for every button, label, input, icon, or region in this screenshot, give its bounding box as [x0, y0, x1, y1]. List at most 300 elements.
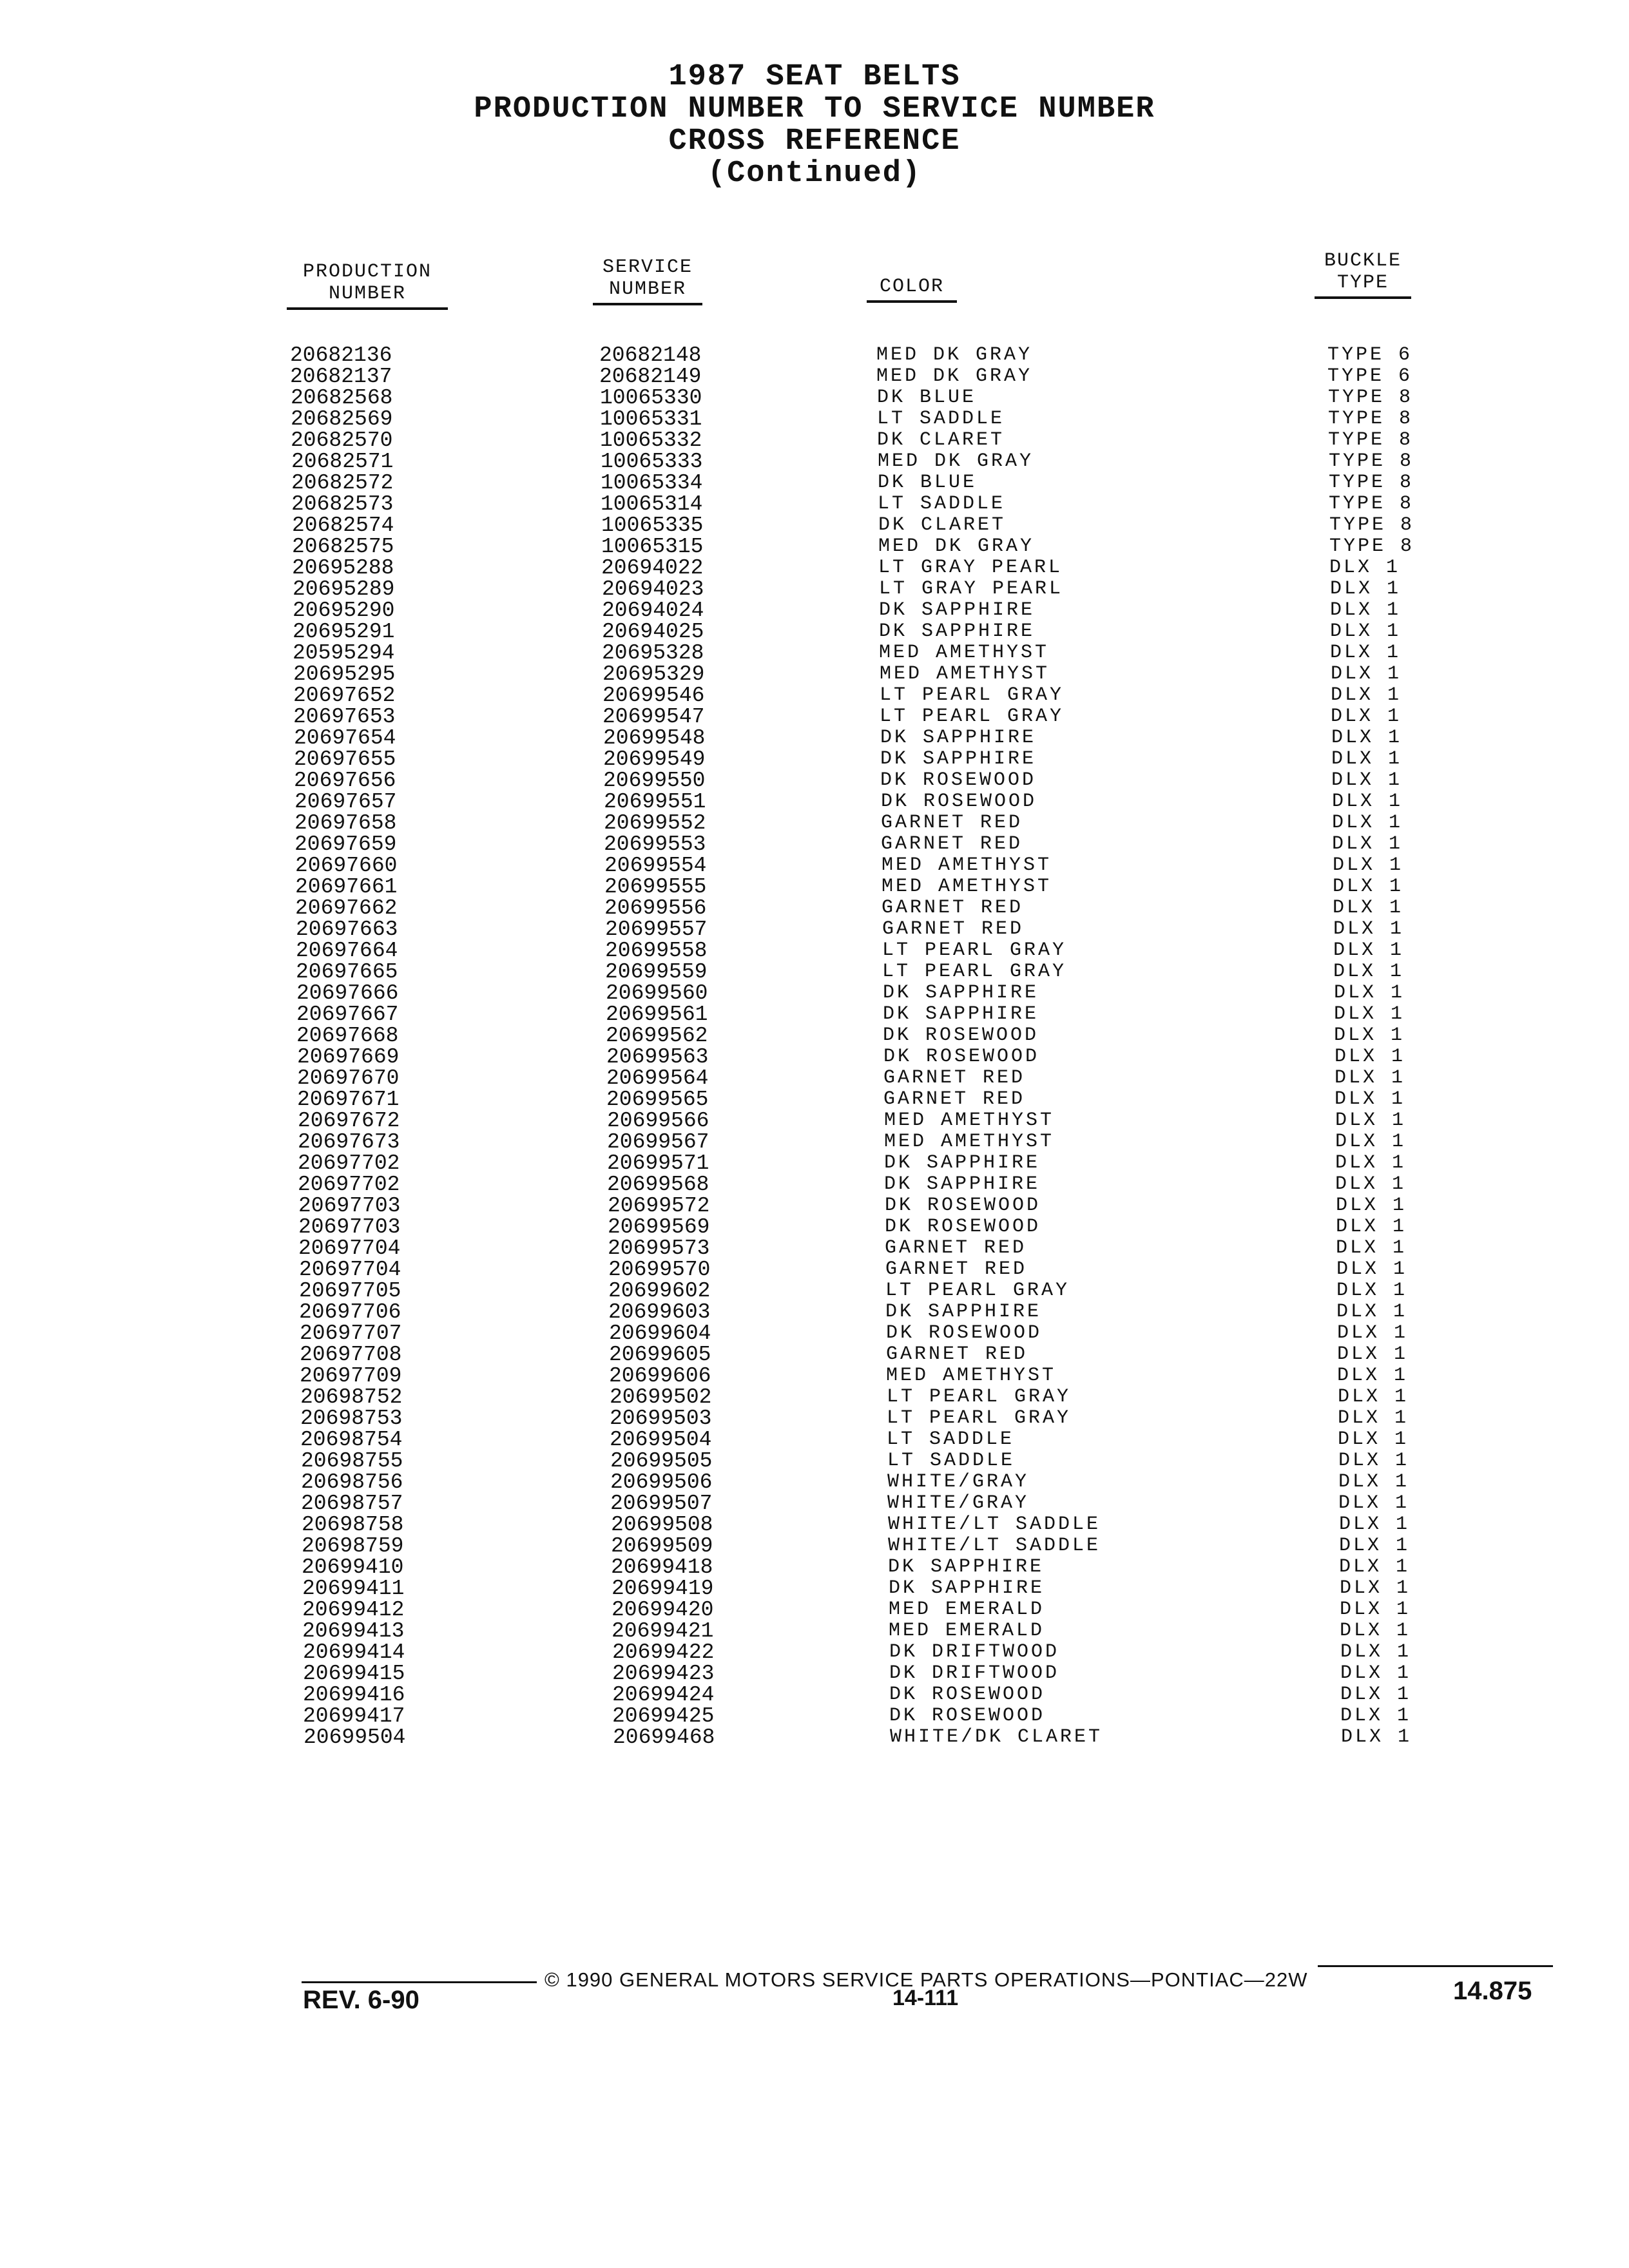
table-row [0, 1706, 1629, 1727]
color-cell: MED AMETHYST [884, 1110, 1055, 1131]
production-number-cell: 20697702 [298, 1151, 400, 1175]
service-number-cell: 20699549 [603, 747, 706, 771]
service-number-cell: 20699422 [612, 1640, 715, 1664]
service-number-cell: 20699507 [610, 1492, 713, 1515]
table-row [0, 961, 1629, 983]
production-number-cell: 20697667 [296, 1003, 399, 1026]
buckle-type-cell: DLX 1 [1334, 1024, 1405, 1046]
color-cell: MED AMETHYST [882, 876, 1052, 898]
color-cell: WHITE/LT SADDLE [888, 1535, 1101, 1557]
buckle-type-cell: DLX 1 [1341, 1726, 1412, 1748]
service-number-cell: 20699558 [605, 939, 708, 963]
buckle-type-cell: TYPE 8 [1329, 472, 1414, 494]
color-cell: LT PEARL GRAY [887, 1407, 1072, 1429]
title-line-1: 1987 SEAT BELTS [668, 60, 961, 94]
buckle-type-cell: DLX 1 [1337, 1365, 1409, 1387]
color-cell: DK ROSEWOOD [883, 1024, 1039, 1046]
production-number-cell: 20695295 [293, 662, 396, 686]
color-cell: DK ROSEWOOD [889, 1684, 1046, 1706]
production-number-cell: 20697704 [298, 1236, 401, 1260]
table-row [0, 1387, 1629, 1408]
service-number-cell: 20699567 [607, 1130, 709, 1154]
production-number-cell: 20682570 [291, 428, 393, 452]
production-number-cell: 20697705 [299, 1279, 401, 1303]
service-number-cell: 20699508 [611, 1513, 713, 1537]
service-number-cell: 20699564 [606, 1066, 709, 1090]
color-cell: DK ROSEWOOD [880, 769, 1037, 791]
service-number-cell: 20699559 [605, 960, 708, 984]
production-number-cell: 20698753 [300, 1407, 403, 1430]
table-row [0, 1684, 1629, 1706]
color-cell: DK SAPPHIRE [888, 1556, 1045, 1578]
production-number-cell: 20697673 [298, 1130, 400, 1154]
production-number-cell: 20698758 [302, 1513, 404, 1537]
color-cell: DK SAPPHIRE [889, 1577, 1045, 1599]
page-number: 14-111 [892, 1986, 959, 2010]
color-cell: WHITE/DK CLARET [890, 1726, 1103, 1748]
table-row [0, 345, 1629, 366]
buckle-type-cell: DLX 1 [1336, 1258, 1408, 1280]
color-cell: LT PEARL GRAY [882, 961, 1067, 983]
color-cell: GARNET RED [885, 1237, 1027, 1259]
color-cell: DK SAPPHIRE [879, 599, 1036, 621]
buckle-type-cell: DLX 1 [1333, 854, 1404, 876]
color-cell: DK SAPPHIRE [880, 748, 1037, 770]
service-number-cell: 20699419 [612, 1577, 714, 1600]
buckle-type-cell: DLX 1 [1332, 812, 1403, 834]
production-number-cell: 20698757 [301, 1492, 403, 1515]
production-number-cell: 20698756 [301, 1470, 403, 1494]
production-number-cell: 20697668 [296, 1024, 399, 1048]
buckle-type-cell: DLX 1 [1339, 1556, 1411, 1578]
production-number-cell: 20697665 [296, 960, 398, 984]
color-cell: WHITE/LT SADDLE [888, 1514, 1101, 1535]
buckle-type-cell: DLX 1 [1340, 1620, 1411, 1642]
title-line-3: CROSS REFERENCE [668, 124, 961, 159]
production-number-cell: 20595294 [293, 641, 395, 665]
header-buckle-type: BUCKLE TYPE [1315, 250, 1411, 299]
color-cell: MED AMETHYST [884, 1131, 1055, 1153]
table-row [0, 451, 1629, 472]
table-row [0, 387, 1629, 408]
production-number-cell: 20697656 [294, 769, 396, 793]
color-cell: GARNET RED [885, 1258, 1028, 1280]
production-number-cell: 20697706 [299, 1300, 401, 1324]
buckle-type-cell: DLX 1 [1340, 1705, 1412, 1727]
service-number-cell: 20699556 [604, 896, 707, 920]
service-number-cell: 20699547 [602, 705, 705, 729]
production-number-cell: 20697660 [295, 854, 398, 878]
buckle-type-cell: DLX 1 [1337, 1343, 1409, 1365]
service-number-cell: 20699569 [608, 1215, 710, 1239]
service-number-cell: 20699566 [607, 1109, 709, 1133]
table-row [0, 1642, 1629, 1663]
buckle-type-cell: TYPE 8 [1329, 450, 1414, 472]
service-number-cell: 20699506 [610, 1470, 713, 1494]
table-row [0, 1110, 1629, 1131]
table-row [0, 1089, 1629, 1110]
service-number-cell: 20699568 [607, 1173, 709, 1196]
table-row [0, 1429, 1629, 1450]
service-number-cell: 20694024 [602, 599, 704, 622]
buckle-type-cell: DLX 1 [1335, 1152, 1407, 1174]
table-row [0, 642, 1629, 664]
buckle-type-cell: DLX 1 [1331, 663, 1402, 685]
service-number-cell: 20682148 [599, 343, 702, 367]
buckle-type-cell: DLX 1 [1335, 1110, 1407, 1131]
table-row [0, 621, 1629, 642]
buckle-type-cell: DLX 1 [1336, 1280, 1408, 1302]
service-number-cell: 20699555 [604, 875, 707, 899]
buckle-type-cell: DLX 1 [1335, 1088, 1406, 1110]
service-number-cell: 20699561 [606, 1003, 708, 1026]
production-number-cell: 20699413 [302, 1619, 405, 1643]
table-row [0, 685, 1629, 706]
production-number-cell: 20697658 [294, 811, 397, 835]
buckle-type-cell: DLX 1 [1334, 982, 1405, 1004]
service-number-cell: 20694022 [601, 556, 704, 580]
buckle-type-cell: TYPE 8 [1328, 387, 1414, 408]
production-number-cell: 20697707 [300, 1321, 402, 1345]
service-number-cell: 20699546 [602, 684, 705, 707]
buckle-type-cell: DLX 1 [1340, 1641, 1412, 1663]
production-number-cell: 20699410 [302, 1555, 404, 1579]
table-row [0, 1046, 1629, 1068]
table-row [0, 727, 1629, 749]
buckle-type-cell: DLX 1 [1331, 684, 1402, 706]
footer-rule-right [1318, 1965, 1553, 1967]
buckle-type-cell: DLX 1 [1333, 961, 1405, 983]
production-number-cell: 20699412 [302, 1598, 405, 1622]
color-cell: LT SADDLE [887, 1450, 1016, 1472]
table-row [0, 600, 1629, 621]
buckle-type-cell: DLX 1 [1333, 939, 1405, 961]
buckle-type-cell: DLX 1 [1332, 833, 1403, 855]
production-number-cell: 20697670 [297, 1066, 400, 1090]
table-row [0, 408, 1629, 430]
table-row [0, 791, 1629, 812]
service-number-cell: 10065330 [600, 386, 702, 410]
copyright-notice: © 1990 GENERAL MOTORS SERVICE PARTS OPERATIONS—PONTIAC—22W [545, 1968, 1308, 1991]
table-row [0, 749, 1629, 770]
service-number-cell: 20699425 [612, 1704, 715, 1728]
service-number-cell: 20699565 [606, 1088, 709, 1111]
color-cell: DK SAPPHIRE [879, 620, 1036, 642]
production-number-cell: 20697661 [295, 875, 398, 899]
table-row [0, 1174, 1629, 1195]
table-row [0, 1153, 1629, 1174]
buckle-type-cell: DLX 1 [1331, 769, 1403, 791]
color-cell: MED DK GRAY [878, 535, 1035, 557]
table-row [0, 1514, 1629, 1535]
buckle-type-cell: DLX 1 [1331, 748, 1403, 770]
color-cell: GARNET RED [883, 1088, 1026, 1110]
buckle-type-cell: DLX 1 [1335, 1046, 1406, 1068]
table-row [0, 1216, 1629, 1238]
revision-label: REV. 6-90 [303, 1986, 419, 2014]
color-cell: LT PEARL GRAY [880, 684, 1065, 706]
color-cell: DK DRIFTWOOD [889, 1641, 1060, 1663]
color-cell: DK SAPPHIRE [880, 727, 1037, 749]
service-number-cell: 20699602 [608, 1279, 711, 1303]
production-number-cell: 20697654 [294, 726, 396, 750]
table-row [0, 1620, 1629, 1642]
table-row [0, 1472, 1629, 1493]
service-number-cell: 20695329 [602, 662, 705, 686]
service-number-cell: 20699509 [611, 1534, 713, 1558]
table-row [0, 983, 1629, 1004]
service-number-cell: 20699552 [604, 811, 706, 835]
title-line-4: (Continued) [707, 157, 922, 191]
buckle-type-cell: DLX 1 [1330, 599, 1402, 621]
header-production-number: PRODUCTION NUMBER [287, 261, 448, 310]
color-cell: LT SADDLE [877, 408, 1005, 430]
production-number-cell: 20695289 [293, 577, 395, 601]
color-cell: DK SAPPHIRE [884, 1173, 1041, 1195]
service-number-cell: 20695328 [602, 641, 704, 665]
buckle-type-cell: DLX 1 [1335, 1173, 1407, 1195]
production-number-cell: 20699504 [304, 1725, 406, 1749]
table-row [0, 1195, 1629, 1216]
service-number-cell: 20699420 [612, 1598, 714, 1622]
color-cell: DK CLARET [878, 514, 1007, 536]
service-number-cell: 20699551 [604, 790, 706, 814]
title-line-2: PRODUCTION NUMBER TO SERVICE NUMBER [474, 92, 1155, 126]
production-number-cell: 20698754 [300, 1428, 403, 1452]
color-cell: MED DK GRAY [876, 365, 1033, 387]
color-cell: GARNET RED [883, 1067, 1026, 1089]
service-number-cell: 20699571 [607, 1151, 709, 1175]
table-row [0, 1344, 1629, 1365]
table-row [0, 940, 1629, 961]
color-cell: MED EMERALD [889, 1599, 1045, 1620]
buckle-type-cell: DLX 1 [1340, 1577, 1411, 1599]
production-number-cell: 20697702 [298, 1173, 400, 1196]
color-cell: GARNET RED [882, 918, 1025, 940]
production-number-cell: 20697655 [294, 747, 396, 771]
buckle-type-cell: DLX 1 [1340, 1662, 1412, 1684]
color-cell: DK ROSEWOOD [883, 1046, 1040, 1068]
production-number-cell: 20697662 [295, 896, 398, 920]
table-row [0, 1323, 1629, 1344]
production-number-cell: 20697669 [297, 1045, 400, 1069]
production-number-cell: 20695291 [293, 620, 395, 644]
table-row [0, 1025, 1629, 1046]
color-cell: DK SAPPHIRE [883, 1003, 1039, 1025]
buckle-type-cell: DLX 1 [1338, 1407, 1409, 1429]
table-row [0, 579, 1629, 600]
color-cell: DK ROSEWOOD [881, 791, 1037, 812]
buckle-type-cell: DLX 1 [1335, 1067, 1406, 1089]
color-cell: LT GRAY PEARL [879, 578, 1064, 600]
table-row [0, 1259, 1629, 1280]
table-row [0, 557, 1629, 579]
table-row [0, 876, 1629, 898]
service-number-cell: 20699503 [610, 1407, 712, 1430]
service-number-cell: 20699570 [608, 1258, 711, 1282]
buckle-type-cell: DLX 1 [1336, 1301, 1408, 1323]
color-cell: DK ROSEWOOD [889, 1705, 1046, 1727]
table-row [0, 1302, 1629, 1323]
production-number-cell: 20697664 [296, 939, 398, 963]
service-number-cell: 20699502 [610, 1385, 712, 1409]
service-number-cell: 20699604 [609, 1321, 711, 1345]
color-cell: LT PEARL GRAY [885, 1280, 1070, 1302]
color-cell: LT PEARL GRAY [887, 1386, 1072, 1408]
color-cell: LT PEARL GRAY [880, 706, 1065, 727]
table-row [0, 536, 1629, 557]
footer-rule-left [302, 1981, 537, 1983]
table-row [0, 1663, 1629, 1684]
table-row [0, 855, 1629, 876]
table-row [0, 1131, 1629, 1153]
color-cell: DK ROSEWOOD [885, 1195, 1041, 1216]
service-number-cell: 10065315 [601, 535, 704, 559]
production-number-cell: 20698752 [300, 1385, 403, 1409]
color-cell: WHITE/GRAY [887, 1471, 1030, 1493]
color-cell: MED DK GRAY [878, 450, 1034, 472]
section-number: 14.875 [1453, 1977, 1532, 2005]
buckle-type-cell: DLX 1 [1339, 1514, 1411, 1535]
production-number-cell: 20682568 [291, 386, 393, 410]
buckle-type-cell: DLX 1 [1337, 1322, 1409, 1344]
production-number-cell: 20697704 [299, 1258, 401, 1282]
table-row [0, 1727, 1629, 1748]
table-row [0, 1557, 1629, 1578]
color-cell: LT SADDLE [887, 1428, 1015, 1450]
service-number-cell: 20699563 [606, 1045, 709, 1069]
service-number-cell: 20699560 [606, 981, 708, 1005]
cross-reference-table [0, 345, 1629, 1748]
production-number-cell: 20695288 [292, 556, 394, 580]
buckle-type-cell: DLX 1 [1331, 727, 1403, 749]
service-number-cell: 20699606 [609, 1364, 711, 1388]
color-cell: GARNET RED [882, 897, 1024, 919]
buckle-type-cell: DLX 1 [1335, 1131, 1407, 1153]
table-row [0, 1365, 1629, 1387]
production-number-cell: 20682571 [291, 450, 394, 474]
color-cell: MED EMERALD [889, 1620, 1045, 1642]
production-number-cell: 20697708 [300, 1343, 402, 1367]
table-row [0, 515, 1629, 536]
service-number-cell: 10065331 [600, 407, 702, 431]
color-cell: MED AMETHYST [882, 854, 1052, 876]
color-cell: DK SAPPHIRE [885, 1301, 1042, 1323]
production-number-cell: 20699411 [302, 1577, 405, 1600]
buckle-type-cell: DLX 1 [1333, 918, 1405, 940]
buckle-type-cell: DLX 1 [1330, 578, 1402, 600]
table-row [0, 1599, 1629, 1620]
production-number-cell: 20682573 [291, 492, 394, 516]
buckle-type-cell: DLX 1 [1329, 557, 1401, 579]
buckle-type-cell: DLX 1 [1338, 1492, 1410, 1514]
service-number-cell: 10065333 [601, 450, 703, 474]
service-number-cell: 20682149 [599, 365, 702, 389]
service-number-cell: 20699573 [608, 1236, 710, 1260]
table-row [0, 1408, 1629, 1429]
service-number-cell: 20694025 [602, 620, 704, 644]
service-number-cell: 10065332 [600, 428, 702, 452]
buckle-type-cell: DLX 1 [1340, 1684, 1412, 1706]
production-number-cell: 20697666 [296, 981, 399, 1005]
color-cell: MED AMETHYST [886, 1365, 1057, 1387]
color-cell: GARNET RED [881, 833, 1023, 855]
buckle-type-cell: DLX 1 [1333, 876, 1404, 898]
buckle-type-cell: TYPE 8 [1328, 429, 1414, 451]
table-row [0, 1578, 1629, 1599]
color-cell: DK ROSEWOOD [886, 1322, 1043, 1344]
table-row [0, 834, 1629, 855]
buckle-type-cell: DLX 1 [1338, 1386, 1409, 1408]
table-row [0, 494, 1629, 515]
service-number-cell: 10065334 [601, 471, 703, 495]
color-cell: MED DK GRAY [876, 344, 1033, 366]
buckle-type-cell: TYPE 8 [1329, 493, 1414, 515]
color-cell: GARNET RED [881, 812, 1023, 834]
production-number-cell: 20697652 [293, 684, 396, 707]
header-service-number: SERVICE NUMBER [593, 256, 702, 305]
header-color: COLOR [867, 276, 957, 303]
production-number-cell: 20697709 [300, 1364, 402, 1388]
table-row [0, 706, 1629, 727]
service-number-cell: 20699562 [606, 1024, 708, 1048]
buckle-type-cell: DLX 1 [1331, 706, 1402, 727]
table-row [0, 1238, 1629, 1259]
production-number-cell: 20682137 [290, 365, 392, 389]
buckle-type-cell: DLX 1 [1338, 1428, 1409, 1450]
buckle-type-cell: TYPE 8 [1329, 535, 1415, 557]
buckle-type-cell: DLX 1 [1338, 1450, 1410, 1472]
production-number-cell: 20698759 [302, 1534, 404, 1558]
production-number-cell: 20699417 [303, 1704, 405, 1728]
production-number-cell: 20695290 [293, 599, 395, 622]
service-number-cell: 20699603 [608, 1300, 711, 1324]
buckle-type-cell: DLX 1 [1330, 642, 1402, 664]
buckle-type-cell: TYPE 8 [1329, 514, 1415, 536]
buckle-type-cell: TYPE 6 [1327, 365, 1413, 387]
color-cell: LT PEARL GRAY [882, 939, 1067, 961]
production-number-cell: 20697703 [298, 1194, 401, 1218]
service-number-cell: 20699557 [605, 918, 708, 941]
service-number-cell: 20699505 [610, 1449, 713, 1473]
production-number-cell: 20697671 [297, 1088, 400, 1111]
table-row [0, 812, 1629, 834]
production-number-cell: 20698755 [301, 1449, 403, 1473]
color-cell: DK BLUE [878, 472, 978, 494]
buckle-type-cell: DLX 1 [1330, 620, 1402, 642]
production-number-cell: 20682574 [292, 514, 394, 537]
service-number-cell: 20699423 [612, 1662, 715, 1686]
service-number-cell: 20699424 [612, 1683, 715, 1707]
table-row [0, 1004, 1629, 1025]
table-row [0, 1493, 1629, 1514]
production-number-cell: 20697657 [294, 790, 397, 814]
service-number-cell: 10065335 [601, 514, 704, 537]
buckle-type-cell: TYPE 8 [1328, 408, 1414, 430]
production-number-cell: 20697672 [298, 1109, 400, 1133]
color-cell: GARNET RED [886, 1343, 1028, 1365]
production-number-cell: 20697659 [294, 832, 397, 856]
service-number-cell: 20699553 [604, 832, 706, 856]
color-cell: MED AMETHYST [879, 642, 1050, 664]
buckle-type-cell: DLX 1 [1340, 1599, 1411, 1620]
color-cell: DK DRIFTWOOD [889, 1662, 1060, 1684]
table-row [0, 1280, 1629, 1302]
production-number-cell: 20699415 [303, 1662, 405, 1686]
buckle-type-cell: TYPE 6 [1327, 344, 1413, 366]
color-cell: DK SAPPHIRE [883, 982, 1039, 1004]
service-number-cell: 10065314 [601, 492, 703, 516]
